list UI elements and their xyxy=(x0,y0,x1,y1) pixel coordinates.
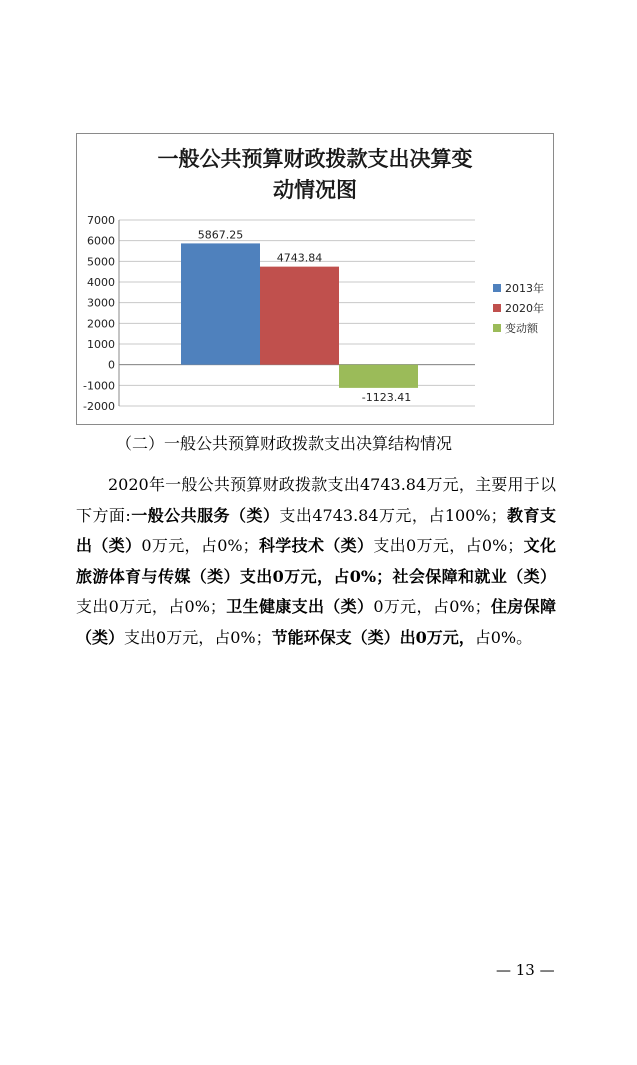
legend-label-2013: 2013年 xyxy=(505,282,544,295)
legend-item-change xyxy=(493,318,544,338)
bar-data-label-0: 5867.25 xyxy=(197,228,244,242)
para-text-2: 支出4743.84万元，占100%； xyxy=(279,505,507,525)
y-tick-label-3: 4000 xyxy=(87,276,115,289)
bar-2 xyxy=(339,365,418,388)
y-tick-label-1: 6000 xyxy=(87,234,115,248)
legend-label-change: 变动额 xyxy=(505,322,538,335)
chart-frame xyxy=(76,133,554,425)
y-tick-label-7: 0 xyxy=(108,358,115,372)
y-tick-label-8: -1000 xyxy=(83,379,115,393)
para-text-8: 占0%。 xyxy=(474,627,533,647)
para-text-6: 0万元，占0%； xyxy=(373,597,491,616)
para-bold-5: 卫生健康支出（类） xyxy=(225,597,374,616)
para-bold-1: 一般公共服务（类） xyxy=(130,505,280,525)
para-bold-2: 教育支出（类） xyxy=(76,505,556,555)
page-number: — 13 — xyxy=(496,961,555,979)
bar-0 xyxy=(181,243,260,364)
legend-swatch-2020 xyxy=(493,304,501,312)
bar-1 xyxy=(260,267,339,365)
para-bold-3: 科学技术（类） xyxy=(258,536,374,555)
y-tick-label-9: -2000 xyxy=(83,400,115,413)
y-tick-label-5: 2000 xyxy=(87,317,115,331)
para-text-1: 2020年一般公共预算财政拨款支出4743.84万元，主要用于以下方面: xyxy=(76,475,556,525)
para-bold-7: 节能环保支（类）出0万元， xyxy=(271,627,475,647)
y-tick-label-0: 7000 xyxy=(87,214,115,227)
legend-label-2020: 2020年 xyxy=(505,302,544,315)
y-tick-label-4: 3000 xyxy=(87,296,115,310)
chart-title-line-1: 一般公共预算财政拨款支出决算变 xyxy=(157,147,473,171)
chart-legend xyxy=(493,278,544,338)
para-text-5: 支出0万元，占0%； xyxy=(76,597,226,616)
bar-chart xyxy=(77,134,553,424)
para-text-4: 支出0万元，占0%； xyxy=(373,536,524,555)
para-bold-4: 文化旅游体育与传媒（类）支出0万元，占0%；社会保障和就业（类） xyxy=(76,536,556,586)
para-bold-6: 住房保障（类） xyxy=(76,597,556,647)
body-paragraph xyxy=(76,470,556,653)
para-text-3: 0万元，占0%； xyxy=(141,536,259,555)
y-tick-label-6: 1000 xyxy=(87,338,115,351)
legend-item-2013 xyxy=(493,278,544,298)
legend-swatch-2013 xyxy=(493,284,501,292)
section-subheading: （二）一般公共预算财政拨款支出决算结构情况 xyxy=(116,434,453,453)
legend-swatch-change xyxy=(493,324,501,332)
chart-title-line-2: 动情况图 xyxy=(273,178,357,202)
bar-data-label-1: 4743.84 xyxy=(276,251,323,265)
para-text-7: 支出0万元，占0%； xyxy=(124,627,272,647)
bar-data-label-2: -1123.41 xyxy=(361,390,412,404)
legend-item-2020 xyxy=(493,298,544,318)
y-tick-label-2: 5000 xyxy=(87,255,115,269)
